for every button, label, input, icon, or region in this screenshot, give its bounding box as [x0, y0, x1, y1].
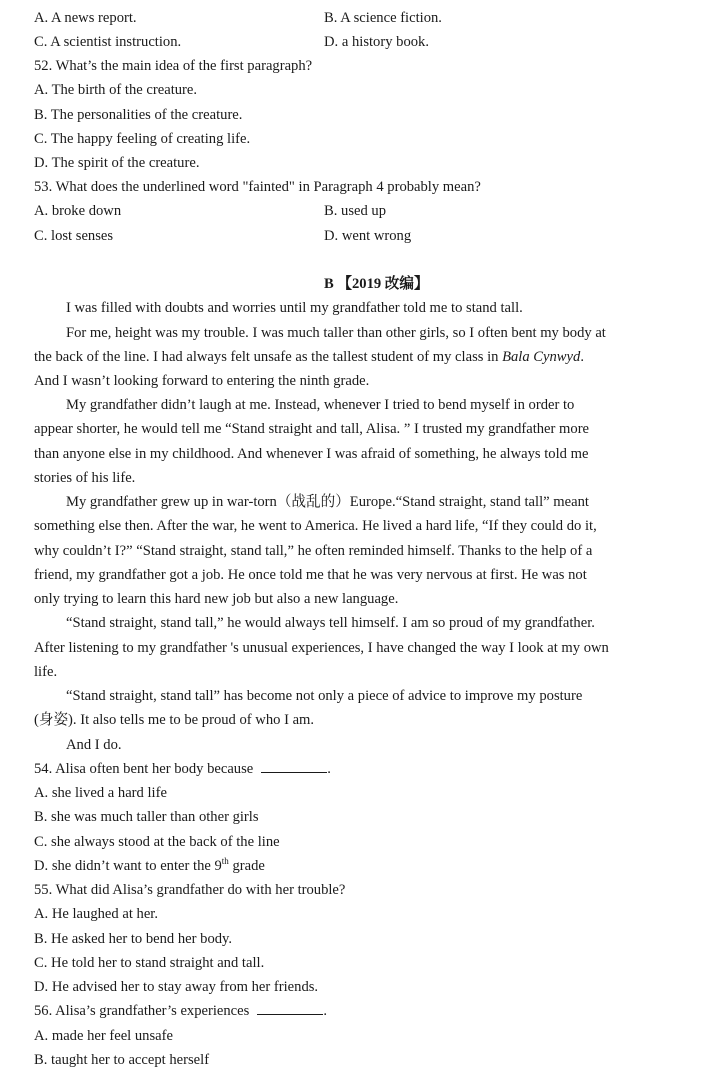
- q54-option-d-text: D. she didn’t want to enter the 9: [34, 858, 222, 874]
- q52-option-d: D. The spirit of the creature.: [34, 155, 200, 171]
- answer-blank: [257, 1013, 323, 1015]
- q53-option-d: D. went wrong: [324, 228, 412, 244]
- passage-p4-line3: why couldn’t I?” “Stand straight, stand tall,” he often reminded himself. Thanks to the help of a: [34, 543, 593, 559]
- passage-p6-line2: (身姿). It also tells me to be proud of who I am.: [34, 712, 315, 728]
- q55-option-b: B. He asked her to bend her body.: [34, 931, 233, 947]
- q53-option-a: A. broke down: [34, 203, 122, 219]
- passage-p4-line2: something else then. After the war, he went to America. He lived a hard life, “If they could do it,: [34, 518, 597, 534]
- ordinal-suffix: th: [221, 856, 229, 867]
- q52-option-b: B. The personalities of the creature.: [34, 107, 243, 123]
- passage-p2-line2-end: .: [580, 349, 584, 365]
- passage-p2-line1: For me, height was my trouble. I was much taller than other girls, so I often bent my body at: [66, 325, 606, 341]
- passage-p5-line2: After listening to my grandfather 's unusual experiences, I have changed the way I look at my own: [34, 640, 609, 656]
- q53-stem: 53. What does the underlined word "fainted" in Paragraph 4 probably mean?: [34, 179, 481, 195]
- q54-option-b: B. she was much taller than other girls: [34, 809, 259, 825]
- q51-option-a: A. A news report.: [34, 10, 137, 26]
- q54-option-d: [34, 856, 265, 874]
- passage-p7: And I do.: [66, 737, 122, 753]
- passage-p3-line3: than anyone else in my childhood. And whenever I was afraid of something, he always told me: [34, 446, 589, 462]
- passage-p3-line4: stories of his life.: [34, 470, 136, 486]
- passage-p4-line4: friend, my grandfather got a job. He once told me that he was very nervous at first. He was not: [34, 567, 587, 583]
- q51-option-c: C. A scientist instruction.: [34, 34, 182, 50]
- q56-stem-end: .: [323, 1003, 327, 1019]
- passage-p5-line3: life.: [34, 664, 58, 680]
- q55-option-a: A. He laughed at her.: [34, 906, 159, 922]
- passage-p4-line5: only trying to learn this hard new job but also a new language.: [34, 591, 399, 607]
- passage-p1: I was filled with doubts and worries until my grandfather told me to stand tall.: [66, 300, 523, 316]
- q52-option-a: A. The birth of the creature.: [34, 82, 198, 98]
- q54-stem: [34, 762, 331, 777]
- q54-stem-text: 54. Alisa often bent her body because: [34, 761, 254, 777]
- q56-option-b: B. taught her to accept herself: [34, 1052, 210, 1068]
- q56-option-a: A. made her feel unsafe: [34, 1028, 173, 1044]
- q52-option-c: C. The happy feeling of creating life.: [34, 131, 251, 147]
- q54-stem-end: .: [327, 761, 331, 777]
- section-b-title: B 【2019 改编】: [324, 276, 429, 292]
- q51-option-d: D. a history book.: [324, 34, 429, 50]
- passage-p2-line3: And I wasn’t looking forward to entering the ninth grade.: [34, 373, 370, 389]
- passage-p3-line2: appear shorter, he would tell me “Stand straight and tall, Alisa. ” I trusted my grandfather more: [34, 421, 590, 437]
- q53-option-c: C. lost senses: [34, 228, 114, 244]
- q55-option-c: C. He told her to stand straight and tall.: [34, 955, 265, 971]
- passage-p2-line2: [34, 350, 584, 365]
- q52-stem: 52. What’s the main idea of the first paragraph?: [34, 58, 313, 74]
- answer-blank: [261, 771, 327, 773]
- q54-option-d-end: grade: [228, 858, 265, 874]
- passage-p6-line1: “Stand straight, stand tall” has become not only a piece of advice to improve my posture: [66, 688, 583, 704]
- q53-option-b: B. used up: [324, 203, 387, 219]
- q55-stem: 55. What did Alisa’s grandfather do with her trouble?: [34, 882, 346, 898]
- passage-p3-line1: My grandfather didn’t laugh at me. Instead, whenever I tried to bend myself in order to: [66, 397, 575, 413]
- q54-option-c: C. she always stood at the back of the line: [34, 834, 280, 850]
- passage-p4-line1: My grandfather grew up in war-torn（战乱的）Europe.“Stand straight, stand tall” meant: [66, 494, 589, 510]
- q51-option-b: B. A science fiction.: [324, 10, 442, 26]
- q56-stem-text: 56. Alisa’s grandfather’s experiences: [34, 1003, 250, 1019]
- place-name: Bala Cynwyd: [502, 349, 581, 365]
- q55-option-d: D. He advised her to stay away from her friends.: [34, 979, 319, 995]
- passage-p5-line1: “Stand straight, stand tall,” he would always tell himself. I am so proud of my grandfather.: [66, 615, 595, 631]
- q56-stem: [34, 1004, 327, 1019]
- passage-p2-line2-text: the back of the line. I had always felt unsafe as the tallest student of my class in: [34, 349, 503, 365]
- q54-option-a: A. she lived a hard life: [34, 785, 167, 801]
